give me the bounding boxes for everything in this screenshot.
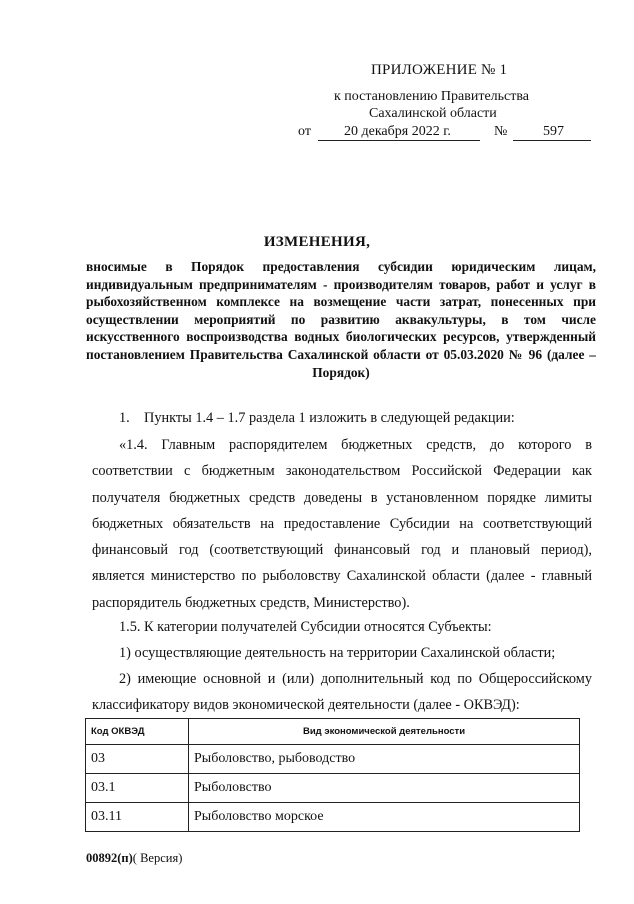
okved-code-cell: 03.1 [86, 774, 189, 803]
table-row [86, 803, 580, 832]
document-subheading: вносимые в Порядок предоставления субсидии юридическим лицам, индивидуальным предпринимателям - производителям товаров, работ и услуг в рыбохозяйственном комплексе на возмещение части затрат, понесенных при осуществлении мероприятий по развитию аквакультуры, в том числе искусственного воспроизводства водных биологических ресурсов, утвержденный постановлением Правительства Сахалинской области от 05.03.2020 № 96 (далее – Порядок) [86, 259, 596, 380]
decree-date: 20 декабря 2022 г. [344, 124, 451, 139]
from-label: от [298, 124, 311, 139]
paragraph-item-2: 2) имеющие основной и (или) дополнительный код по Общероссийскому классификатору видов экономической деятельности (далее - ОКВЭД): [92, 671, 592, 714]
activity-cell: Рыболовство, рыбоводство [189, 745, 580, 774]
appendix-line-2: Сахалинской области [369, 106, 497, 121]
document-version: ( Версия) [132, 851, 183, 865]
paragraph-1: 1. Пункты 1.4 – 1.7 раздела 1 изложить в следующей редакции: [119, 410, 515, 426]
paragraph-1-4: «1.4. Главным распорядителем бюджетных средств, до которого в соответствии с бюджетным законодательством Российской Федерации как получателя бюджетных средств доведены в установленном порядке лимиты бюджетных обязательств на предоставление Субсидии на соответствующий финансовый год (соответствующий финансовый год и плановый период), является министерство по рыболовству Сахалинской области (далее - главный распорядитель бюджетных средств, Министерство). [92, 437, 592, 611]
table-header-row [86, 719, 580, 745]
okved-table [85, 718, 580, 832]
appendix-line-1: к постановлению Правительства [334, 89, 530, 104]
okved-code-cell: 03 [86, 745, 189, 774]
document-code: 00892(п) [86, 851, 133, 865]
activity-cell: Рыболовство морское [189, 803, 580, 832]
activity-cell: Рыболовство [189, 774, 580, 803]
header-okved-code: Код ОКВЭД [86, 719, 189, 745]
appendix-title: ПРИЛОЖЕНИЕ № 1 [371, 62, 508, 78]
document-heading: ИЗМЕНЕНИЯ, [263, 234, 371, 250]
date-underline [318, 140, 480, 141]
table-row [86, 745, 580, 774]
number-underline [513, 140, 591, 141]
paragraph-1-5: 1.5. К категории получателей Субсидии относятся Субъекты: [119, 619, 492, 635]
paragraph-item-1: 1) осуществляющие деятельность на территории Сахалинской области; [119, 645, 556, 661]
document-footer [86, 851, 182, 866]
decree-number: 597 [543, 124, 564, 139]
okved-code-cell: 03.11 [86, 803, 189, 832]
header-activity-type: Вид экономической деятельности [189, 719, 580, 745]
number-label: № [494, 124, 508, 139]
table-row [86, 774, 580, 803]
appendix-date-row [298, 124, 598, 142]
